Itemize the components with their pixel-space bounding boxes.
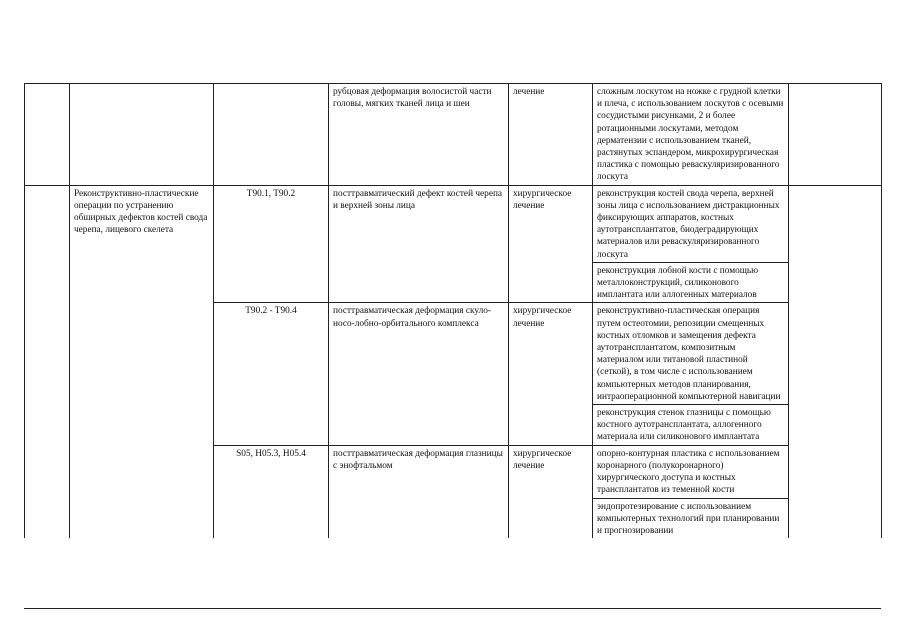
diagnosis-cell: посттравматический дефект костей черепа и верхней зоны лица — [329, 185, 509, 303]
norm-cell — [789, 84, 882, 186]
code-cell: S05, H05.3, H05.4 — [214, 445, 329, 538]
method-cell: эндопротезирование с использованием компьютерных технологий при планировании и прогнозировании — [593, 498, 789, 538]
code-cell: T90.1, T90.2 — [214, 185, 329, 303]
method-cell: реконструкция лобной кости с помощью металлоконструкций, силиконового имплантата или аллогенных материалов — [593, 262, 789, 303]
diagnosis-cell: посттравматическая деформация глазницы с энофтальмом — [329, 445, 509, 538]
method-cell: реконструктивно-пластическая операция путем остеотомии, репозиции смещенных костных отломков и замещения дефекта аутотрансплантатом, композитным материалом или титановой пластиной (сеткой), в том числе с использованием компьютерных методов планирования, интраоперационной компьютерной навигации — [593, 303, 789, 405]
method-cell: сложным лоскутом на ножке с грудной клетки и плеча, с использованием лоскутов с осевыми сосудистыми рисунками, 2 и более ротационными лоскутами, методом дерматензии с использованием тканей, растянутых эспандером, микрохирургическая пластика с помощью реваскуляризированного лоскута — [593, 84, 789, 186]
row-number-cell — [25, 185, 70, 538]
method-cell: реконструкция стенок глазницы с помощью костного аутотрансплантата, аллогенного материала или силиконового имплантата — [593, 405, 789, 446]
medical-procedures-table — [24, 83, 882, 538]
code-cell — [214, 84, 329, 186]
code-cell: T90.2 - T90.4 — [214, 303, 329, 445]
diagnosis-cell: рубцовая деформация волосистой части головы, мягких тканей лица и шеи — [329, 84, 509, 186]
treatment-cell: хирургическое лечение — [509, 303, 593, 445]
method-cell: реконструкция костей свода черепа, верхней зоны лица с использованием дистракционных фиксирующих аппаратов, костных аутотрансплантатов, биодеградирующих материалов или реваскуляризированного лоскута — [593, 185, 789, 262]
row-number-cell — [25, 84, 70, 186]
treatment-cell: лечение — [509, 84, 593, 186]
page-bottom-border — [24, 608, 881, 609]
table-row — [25, 84, 882, 186]
group-cell: Реконструктивно-пластические операции по устранению обширных дефектов костей свода черепа, лицевого скелета — [70, 185, 214, 538]
norm-cell — [789, 185, 882, 538]
table-row — [25, 185, 882, 262]
method-cell: опорно-контурная пластика с использованием коронарного (полукоронарного) хирургического доступа и костных трансплантатов из теменной кости — [593, 445, 789, 498]
diagnosis-cell: посттравматическая деформация скуло-носо-лобно-орбитального комплекса — [329, 303, 509, 445]
group-cell — [70, 84, 214, 186]
treatment-cell: хирургическое лечение — [509, 445, 593, 538]
treatment-cell: хирургическое лечение — [509, 185, 593, 303]
